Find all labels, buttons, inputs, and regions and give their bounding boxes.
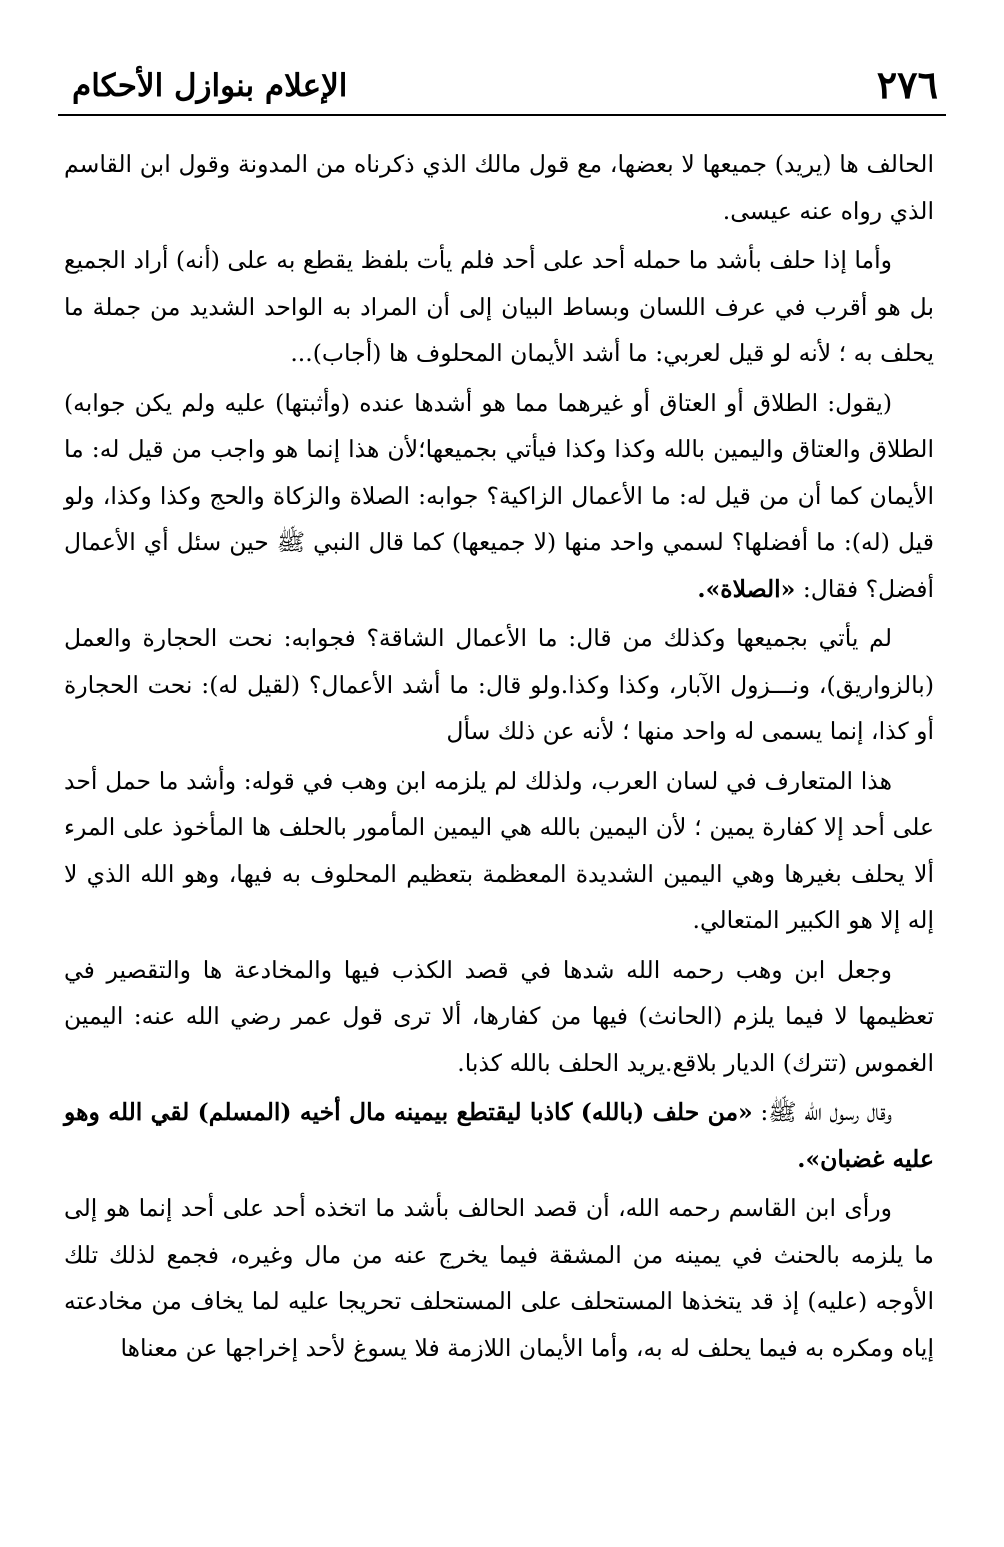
paragraph-text: وجعل ابن وهب رحمه الله شدها في قصد الكذب فيها والمخادعة ها والتقصير في تعظيمها لا فيما يلزم (الحانث) فيها من كفارها، ألا ترى قول عمر رضي الله عنه: اليمين الغموس (تترك) الديار بلاقع.يريد الحلف بالله كذبا. — [64, 955, 934, 1077]
paragraph — [64, 237, 934, 377]
body-text — [64, 141, 934, 1374]
paragraph — [64, 141, 934, 234]
paragraph-text: هذا المتعارف في لسان العرب، ولذلك لم يلزمه ابن وهب في قوله: وأشد ما حمل أحد على أحد إلا كفارة يمين ؛ لأن اليمين بالله هي اليمين المأمور بالحلف ها المأخوذ على المرء ألا يحلف بغيرها وهي اليمين الشديدة المعظمة بتعظيم المحلوف به فيها، وهو الله الذي لا إله إلا هو الكبير المتعالي. — [64, 766, 934, 934]
page-header — [58, 56, 946, 116]
paragraph-text: ورأى ابن القاسم رحمه الله، أن قصد الحالف بأشد ما اتخذه أحد على أحد إنما هو إلى ما يلزمه بالحنث في يمينه من المشقة فيما يخرج عنه من مال وغيره، فجمع لذلك تلك الأوجه (عليه) إذ قد يتخذها المستحلف على المستحلف تحريجا عليه لما يخاف من مخادعته إياه ومكره به فيما يحلف له به، وأما الأيمان اللازمة فلا يسوغ لأحد إخراجها عن معناها — [64, 1194, 934, 1362]
page-number: ٢٧٦ — [876, 62, 938, 107]
hadith-quote: «من حلف (بالله) كاذبا ليقتطع بيمينه مال أخيه (المسلم) لقي الله وهو عليه غضبان». — [64, 1098, 934, 1173]
hadith-quote: «الصلاة». — [697, 574, 796, 603]
running-title: الإعلام بنوازل الأحكام — [72, 68, 348, 104]
paragraph-text: وأما إذا حلف بأشد ما حمله أحد على أحد فلم يأت بلفظ يقطع به على (أنه) أراد الجميع بل هو أقرب في عرف اللسان وبساط البيان إلى أن المراد به الواحد الشديد من جملة ما يحلف به ؛ لأنه لو قيل لعربي: ما أشد الأيمان المحلوف ها (أجاب)... — [64, 246, 934, 367]
paragraph — [64, 947, 934, 1087]
paragraph-text: الحالف ها (يريد) جميعها لا بعضها، مع قول مالك الذي ذكرناه من المدونة وقول ابن القاسم الذي رواه عنه عيسى. — [64, 150, 934, 225]
paragraph — [64, 1185, 934, 1371]
paragraph-text: وقال رسول الله ﷺ: — [752, 1098, 892, 1126]
paragraph-text: (يقول: الطلاق أو العتاق أو غيرهما مما هو أشدها عنده (وأثبتها) عليه ولم يكن جوابه) الطلاق والعتاق واليمين بالله وكذا وكذا فيأتي بجميعها؛لأن هذا إنما هو واجب من قيل له: ما الأيمان كما أن من قيل له: ما الأعمال الزاكية؟ جوابه: الصلاة والزكاة والحج وكذا وكذا، ولو قيل (له): ما أفضلها؟ لسمي واحد منها (لا جميعها) كما قال النبي ﷺ حين سئل أي الأعمال أفضل؟ فقال: — [64, 388, 934, 603]
paragraph — [64, 380, 934, 613]
paragraph — [64, 758, 934, 944]
paragraph — [64, 615, 934, 755]
paragraph — [64, 1089, 934, 1182]
paragraph-text: لم يأتي بجميعها وكذلك من قال: ما الأعمال الشاقة؟ فجوابه: نحت الحجارة والعمل (بالزواريق)، ونـــزول الآبار، وكذا وكذا.ولو قال: ما أشد الأعمال؟ (لقيل له): نحت الحجارة أو كذا، إنما يسمى له واحد منها ؛ لأنه عن ذلك سأل — [64, 624, 934, 745]
